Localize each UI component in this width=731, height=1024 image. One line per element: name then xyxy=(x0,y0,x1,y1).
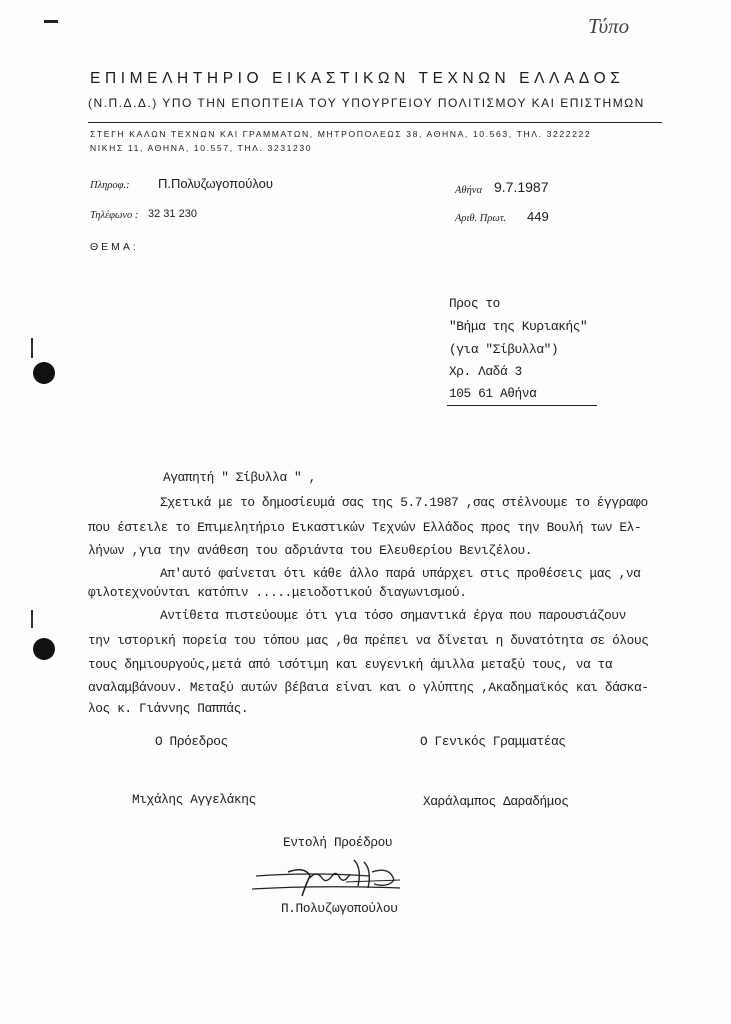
protocol-label: Αριθ. Πρωτ. xyxy=(455,213,507,224)
body-line: Σχετικά με το δημοσίευμά σας της 5.7.1987 ,σας στέλνουμε το έγγραφο xyxy=(160,495,648,510)
order-label: Εντολή Προέδρου xyxy=(283,835,393,850)
body-line: λος κ. Γιάννης Παππάς. xyxy=(88,701,249,716)
body-line: που έστειλε το Επιμελητήριο Εικαστικών Τεχνών Ελλάδος προς την Βουλή των Ελ- xyxy=(88,520,642,535)
recipient-line-4: Χρ. Λαδά 3 xyxy=(449,364,522,379)
phone-label: Τηλέφωνο : xyxy=(90,210,139,221)
body-line: την ιστορική πορεία του τόπου μας ,θα πρέπει να δίνεται η δυνατότητα σε όλους xyxy=(88,633,649,648)
corner-mark xyxy=(44,20,58,23)
phone-value: 32 31 230 xyxy=(148,208,197,220)
margin-mark xyxy=(31,610,33,628)
salutation: Αγαπητή " Σίβυλλα " , xyxy=(163,470,316,485)
body-line: λήνων ,για την ανάθεση του αδριάντα του Ελευθερίου Βενιζέλου. xyxy=(88,543,533,558)
recipient-line-2: "Βήμα της Κυριακής" xyxy=(449,319,588,334)
body-line: Απ'αυτό φαίνεται ότι κάθε άλλο παρά υπάρχει στις προθέσεις μας ,να xyxy=(160,566,641,581)
subject-label: ΘΕΜΑ: xyxy=(90,241,139,253)
margin-mark xyxy=(31,338,33,358)
binder-hole-bottom xyxy=(33,638,55,660)
letterhead-address-2: ΝΙΚΗΣ 11, ΑΘΗΝΑ, 10.557, ΤΗΛ. 3231230 xyxy=(90,143,313,153)
info-label: Πληροφ.: xyxy=(90,180,130,191)
letterhead-address-1: ΣΤΕΓΗ ΚΑΛΩΝ ΤΕΧΝΩΝ ΚΑΙ ΓΡΑΜΜΑΤΩΝ, ΜΗΤΡΟΠΟΛΕΩΣ 38, ΑΘΗΝΑ, 10.563, ΤΗΛ. 3222222 xyxy=(90,129,592,139)
info-value: Π.Πολυζωγοπούλου xyxy=(158,176,273,191)
president-title: Ο Πρόεδρος xyxy=(155,734,228,749)
recipient-line-1: Προς το xyxy=(449,296,500,311)
body-line: τους δημιουργούς,μετά από ισότιμη και ευγενική άμιλλα μεταξύ τους, να τα xyxy=(88,657,613,672)
date-value: 9.7.1987 xyxy=(494,179,549,195)
recipient-underline xyxy=(447,405,597,406)
handwritten-note: Τύπο xyxy=(588,14,630,38)
president-name: Μιχάλης Αγγελάκης xyxy=(132,792,256,807)
letterhead-divider xyxy=(88,122,662,123)
protocol-value: 449 xyxy=(527,209,549,224)
recipient-line-5: 105 61 Αθήνα xyxy=(449,386,537,401)
binder-hole-top xyxy=(33,362,55,384)
body-line: φιλοτεχνούνται κατόπιν .....μειοδοτικού διαγωνισμού. xyxy=(88,585,467,600)
secretary-title: Ο Γενικός Γραμματέας xyxy=(420,734,566,749)
city-label: Αθήνα xyxy=(455,185,482,196)
letterhead-title: ΕΠΙΜΕΛΗΤΗΡΙΟ ΕΙΚΑΣΤΙΚΩΝ ΤΕΧΝΩΝ ΕΛΛΑΔΟΣ xyxy=(90,70,625,87)
order-name: Π.Πολυζωγοπούλου xyxy=(281,901,398,916)
letterhead-subtitle: (Ν.Π.Δ.Δ.) ΥΠΟ ΤΗΝ ΕΠΟΠΤΕΙΑ ΤΟΥ ΥΠΟΥΡΓΕΙΟΥ ΠΟΛΙΤΙΣΜΟΥ ΚΑΙ ΕΠΙΣΤΗΜΩΝ xyxy=(88,96,645,110)
body-line: αναλαμβάνουν. Μεταξύ αυτών βέβαια είναι και ο γλύπτης ,Ακαδημαϊκός και δάσκα- xyxy=(88,680,649,695)
secretary-name: Χαράλαμπος Δαραδήμος xyxy=(423,794,569,809)
recipient-line-3: (για "Σίβυλλα") xyxy=(449,342,559,357)
body-line: Αντίθετα πιστεύουμε ότι για τόσο σημαντικά έργα που παρουσιάζουν xyxy=(160,608,626,623)
